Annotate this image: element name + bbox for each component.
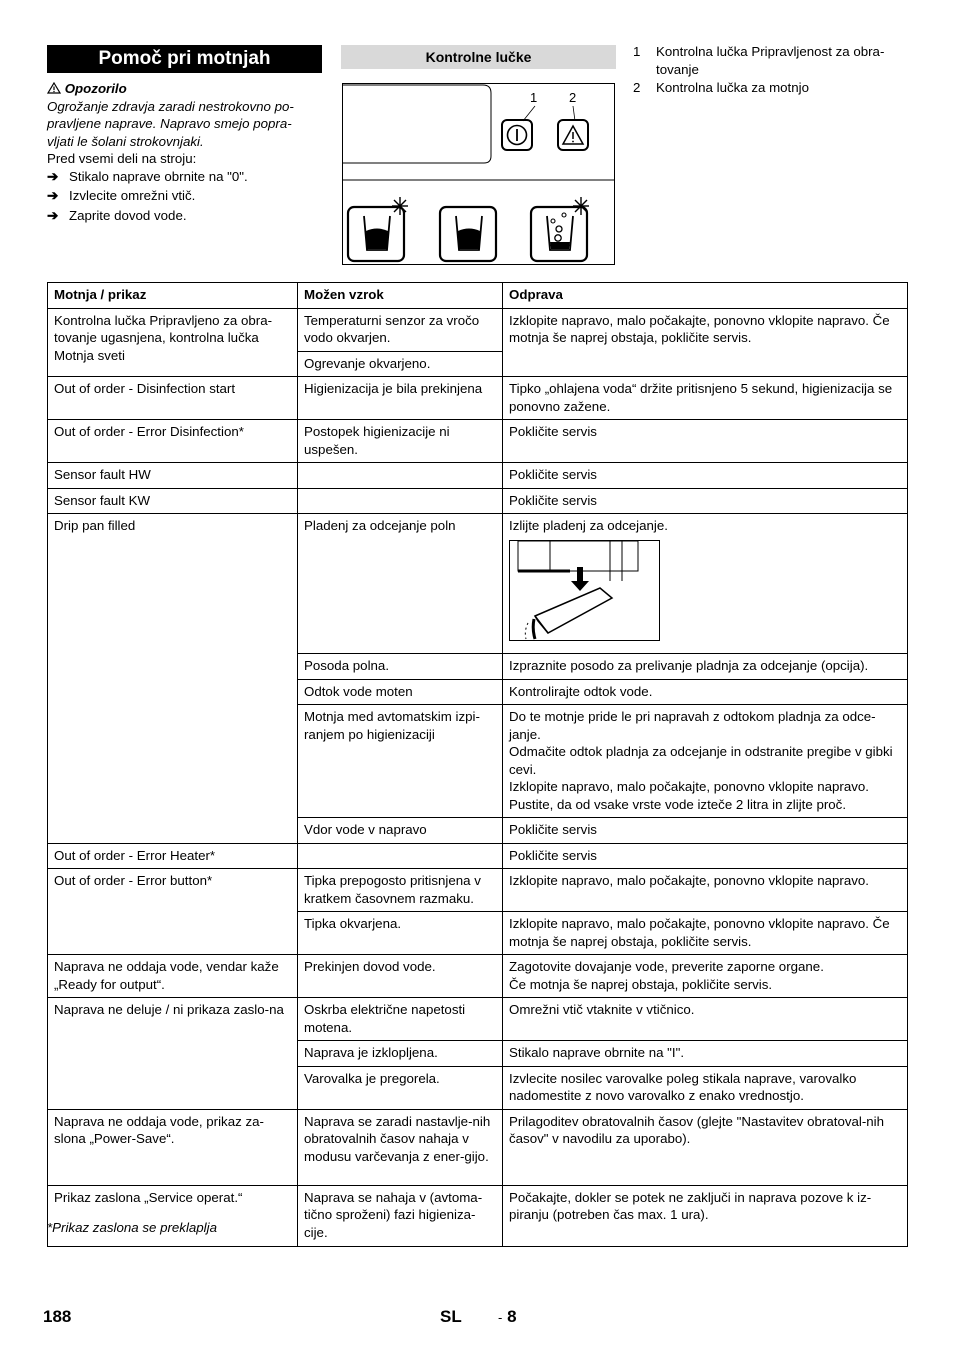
fault-cell: Out of order - Error Heater* [48,843,298,869]
cause-cell: Varovalka je pregorela. [298,1066,503,1109]
table-row [48,1109,908,1185]
column-header: Možen vzrok [298,283,503,309]
remedy-cell [503,705,908,818]
remedy-line: Do te motnje pride le pri napravah z odtokom pladnja za odce-janje. [509,709,876,742]
cause-cell [298,488,503,514]
table-row [48,514,908,654]
warning-intro: Pred vsemi deli na stroju: [47,151,197,166]
remedy-cell [503,955,908,998]
table-header-row [48,283,908,309]
sparkling-water-button-icon [531,197,589,261]
cause-cell: Vdor vode v napravo [298,818,503,844]
ambient-water-button-icon [440,207,496,261]
arrow-right-icon: ➔ [47,207,59,223]
cause-cell: Naprava se nahaja v (avtoma-tično sproženi) fazi higieniza-cije. [298,1185,503,1246]
remedy-cell: Kontrolirajte odtok vode. [503,679,908,705]
warning-icon [47,81,65,96]
remedy-cell: Pokličite servis [503,420,908,463]
footnote: *Prikaz zaslona se preklaplja [47,1220,217,1235]
remedy-cell: Pokličite servis [503,818,908,844]
fault-cell: Out of order - Disinfection start [48,377,298,420]
cause-cell [298,843,503,869]
remedy-cell: Pokličite servis [503,488,908,514]
remedy-line: Odmačite odtok pladnja za odcejanje in odstranite pregibe v gibki cevi. [509,744,893,777]
page-number: 188 [43,1307,72,1326]
control-panel-figure [342,83,615,265]
remedy-cell: Izklopite napravo, malo počakajte, ponovno vklopite napravo. Če motnja še naprej obstaja, pokličite servis. [503,308,908,377]
remedy-cell: Tipko „ohlajena voda“ držite pritisnjeno 5 sekund, higienizacija se ponovno zažene. [503,377,908,420]
remedy-line: Zagotovite dovajanje vode, preverite zaporne organe. [509,959,824,974]
section-page: - 8 [498,1307,517,1326]
table-row [48,463,908,489]
remedy-cell: Izklopite napravo, malo počakajte, ponovno vklopite napravo. [503,869,908,912]
legend-item: 2 Kontrolna lučka za motnjo [633,80,809,95]
safety-step: ➔ Stikalo naprave obrnite na "0". [47,168,248,184]
table-row [48,1185,908,1246]
warning-line: vljati le šolani strokovnjaki. [47,133,204,149]
fault-cell: Prikaz zaslona „Service operat.“ [48,1185,298,1246]
fault-cell: Naprava ne deluje / ni prikaza zaslo-na [48,998,298,1110]
lights-title: Kontrolne lučke [341,45,616,69]
table-row [48,869,908,912]
cause-cell: Postopek higienizacije ni uspešen. [298,420,503,463]
warning-line: Ogrožanje zdravja zaradi nestrokovno po- [47,98,294,114]
section-title: Pomoč pri motnjah [47,45,322,73]
fault-cell: Naprava ne oddaja vode, vendar kaže „Ready for output“. [48,955,298,998]
remedy-cell: Pokličite servis [503,463,908,489]
troubleshooting-table [47,282,908,1247]
cause-cell: Higienizacija je bila prekinjena [298,377,503,420]
remedy-cell: Prilagoditev obratovalnih časov (glejte "Nastavitev obratoval-nih časov" v navodilu za uporabo). [503,1109,908,1185]
table-row [48,488,908,514]
safety-step: ➔ Izvlecite omrežni vtič. [47,188,196,203]
fault-cell: Sensor fault KW [48,488,298,514]
arrow-right-icon: ➔ [47,168,59,184]
warning-line: pravljene naprave. Napravo smejo popra- [47,116,292,131]
safety-step: ➔ Zaprite dovod vode. [47,207,187,223]
fault-cell: Naprava ne oddaja vode, prikaz za-slona „Power-Save“. [48,1109,298,1185]
cause-cell: Odtok vode moten [298,679,503,705]
remedy-cell: Počakajte, dokler se potek ne zaključi in naprava pozove k iz-piranju (potreben čas max. 1 ura). [503,1185,908,1246]
callout-1: 1 [530,90,538,105]
cause-cell: Prekinjen dovod vode. [298,955,503,998]
table-row [48,998,908,1041]
cause-cell: Temperaturni senzor za vročo vodo okvarjen. [298,308,503,351]
remedy-cell: Izvlecite nosilec varovalke poleg stikala naprave, varovalko nadomestite z novo varovalko z enako vrednostjo. [503,1066,908,1109]
cause-cell: Naprava je izklopljena. [298,1041,503,1067]
fault-cell: Out of order - Error button* [48,869,298,955]
column-header: Motnja / prikaz [48,283,298,309]
remedy-cell: Izlijte pladenj za odcejanje. [503,514,908,654]
table-row [48,377,908,420]
cause-cell: Tipka prepogosto pritisnjena v kratkem časovnem razmaku. [298,869,503,912]
remedy-cell: Stikalo naprave obrnite na "I". [503,1041,908,1067]
cause-cell: Ogrevanje okvarjeno. [298,351,503,377]
cause-cell: Motnja med avtomatskim izpi-ranjem po higienizaciji [298,705,503,818]
arrow-right-icon: ➔ [47,188,59,203]
fault-cell: Drip pan filled [48,514,298,844]
remedy-cell: Izpraznite posodo za prelivanje pladnja za odcejanje (opcija). [503,654,908,680]
warning-heading: Opozorilo [64,81,127,96]
cause-cell: Oskrba električne napetosti motena. [298,998,503,1041]
cold-water-button-icon [348,197,408,261]
remedy-cell: Izklopite napravo, malo počakajte, ponovno vklopite napravo. Če motnja še naprej obstaja, pokličite servis. [503,912,908,955]
ready-light-icon [502,120,532,150]
column-header: Odprava [503,283,908,309]
drip-pan-illustration [509,540,660,641]
fault-cell: Kontrolna lučka Pripravljeno za obra-tovanje ugasnjena, kontrolna lučka Motnja sveti [48,308,298,377]
table-row [48,420,908,463]
table-row [48,308,908,351]
cause-cell: Naprava se zaradi nastavlje-nih obratovalnih časov nahaja v modusu varčevanja z ener-gijo. [298,1109,503,1185]
cause-cell: Pladenj za odcejanje poln [298,514,503,654]
fault-cell: Out of order - Error Disinfection* [48,420,298,463]
remedy-cell: Omrežni vtič vtaknite v vtičnico. [503,998,908,1041]
fault-light-icon [558,120,588,150]
language-code: SL [440,1307,462,1326]
cause-cell: Posoda polna. [298,654,503,680]
callout-2: 2 [569,90,577,105]
cause-cell: Tipka okvarjena. [298,912,503,955]
legend-item: 1 Kontrolna lučka Pripravljenost za obra- tovanje [633,44,885,77]
remedy-cell: Pokličite servis [503,843,908,869]
remedy-line: Če motnja še naprej obstaja, pokličite servis. [509,976,773,992]
table-row [48,843,908,869]
table-row [48,955,908,998]
lights-legend [633,43,913,98]
cause-cell [298,463,503,489]
fault-cell: Sensor fault HW [48,463,298,489]
warning-block [47,80,322,224]
remedy-line: Izklopite napravo, malo počakajte, ponovno vklopite napravo. Pustite, da od vsake vrste vode izteče 2 litra in zlijte proč. [509,779,869,812]
